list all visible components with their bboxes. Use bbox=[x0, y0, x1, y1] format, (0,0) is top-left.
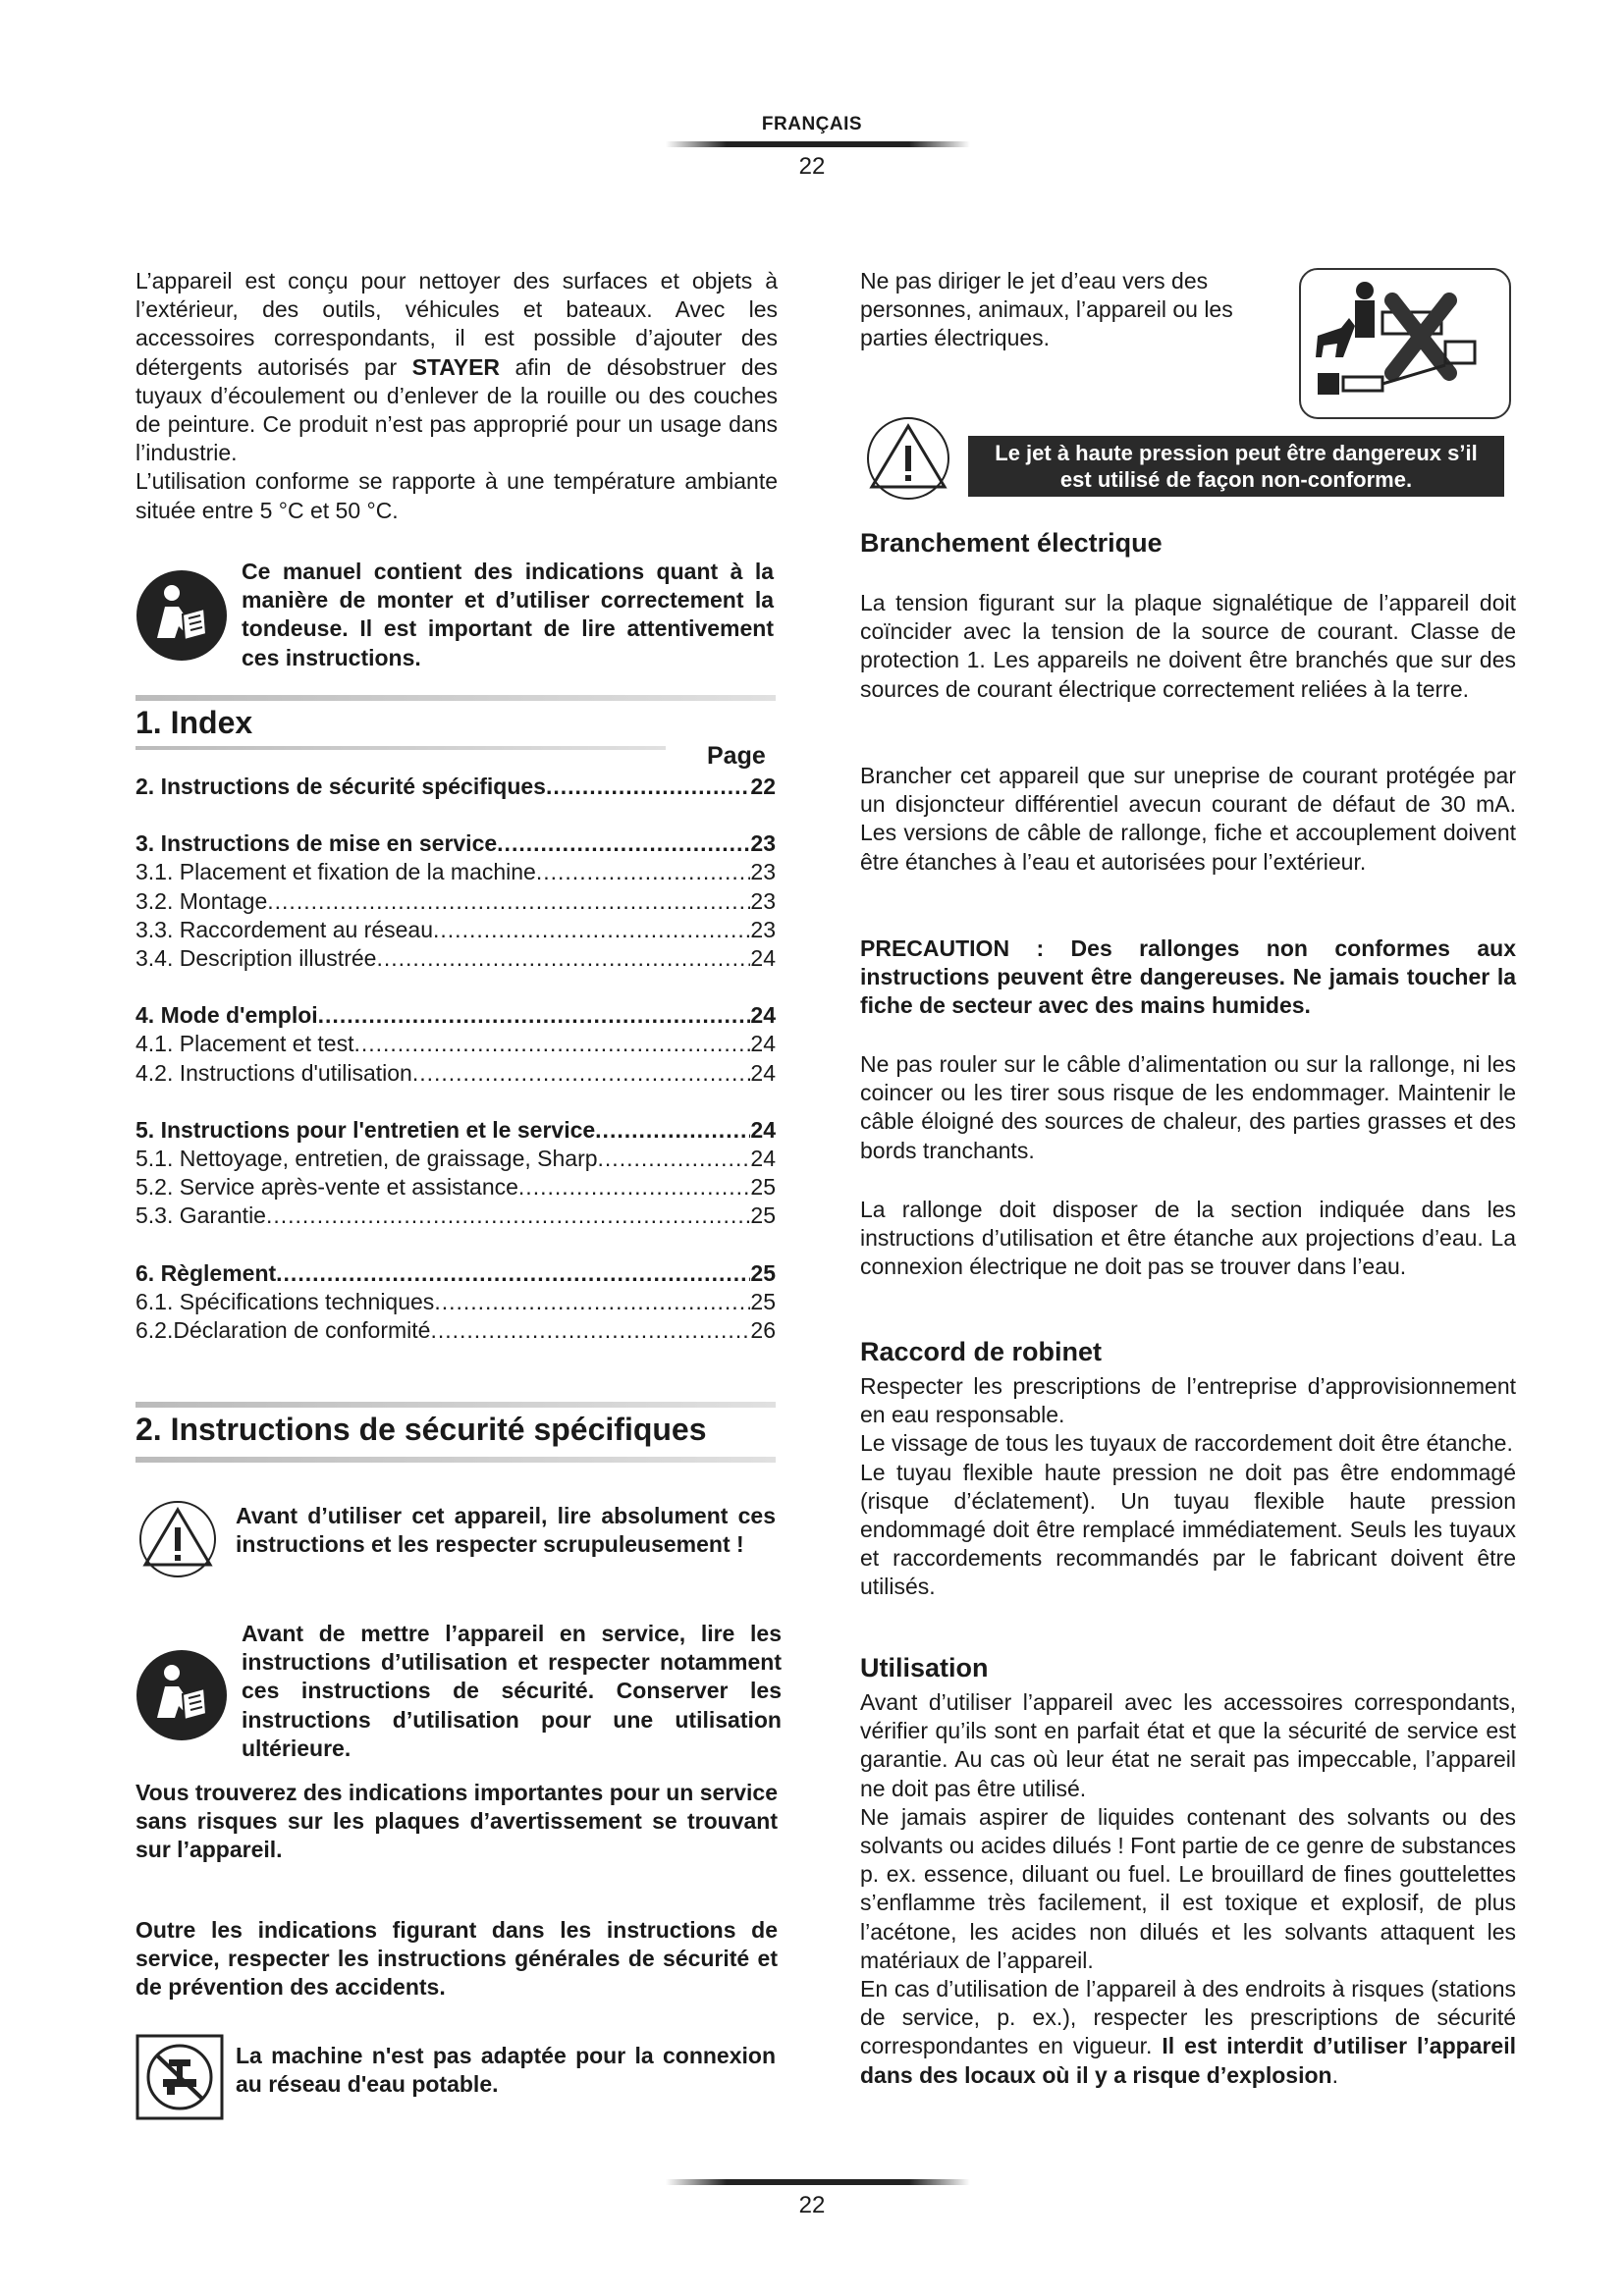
robinet-paragraph: Respecter les prescriptions de l’entreprise d’approvisionnement en eau responsable. Le vissage de tous les tuyaux de raccordement doit être étanche. Le tuyau flexible haute pression ne doit pas être endommagé (risque d’éclatement). Un tuyau flexible haute pression endommagé doit être remplacé immédiatement. Seuls les tuyaux et raccordements recommandés par le fabricant doivent être utilisés. bbox=[860, 1373, 1516, 1600]
toc-entry[interactable]: 4.1. Placement et test ..... 24 bbox=[135, 1030, 776, 1058]
no-potable-text: La machine n'est pas adaptée pour la connexion au réseau d'eau potable. bbox=[236, 2043, 776, 2098]
precaution-text: PRECAUTION : Des rallonges non conformes aux instructions peuvent être dangereuses. Ne jamais toucher la fiche de secteur avec des mains humides. bbox=[860, 935, 1516, 1019]
toc-entry[interactable]: 4. Mode d'emploi ..... 24 bbox=[135, 1001, 776, 1030]
cable-paragraph: Ne pas rouler sur le câble d’alimentation ou sur la rallonge, ni les coincer ou les tirer sous risque de les endommager. Maintenir le câble éloigné des sources de chaleur, des parties grasses et des bords tranchants. bbox=[860, 1051, 1516, 1163]
toc-entry[interactable]: 2. Instructions de sécurité spécifiques ..... 22 bbox=[135, 773, 776, 801]
jet-direction-text: Ne pas diriger le jet d’eau vers des personnes, animaux, l’appareil ou les parties électriques. bbox=[860, 268, 1233, 351]
footer-page-number: 22 bbox=[798, 2192, 826, 2218]
footer-divider bbox=[666, 2179, 970, 2185]
toc-entry[interactable]: 5.2. Service après-vente et assistance ..... 25 bbox=[135, 1173, 776, 1201]
general-text: Outre les indications figurant dans les instructions de service, respecter les instructions générales de sécurité et de prévention des accidents. bbox=[135, 1917, 778, 2001]
jet-warning-banner: Le jet à haute pression peut être dangereux s’il est utilisé de façon non-conforme. bbox=[968, 436, 1504, 497]
no-potable-water-icon bbox=[135, 2034, 224, 2120]
warning-triangle-icon bbox=[862, 416, 954, 501]
toc-entry[interactable]: 3.4. Description illustrée ..... 24 bbox=[135, 944, 776, 973]
read-manual-icon bbox=[135, 569, 228, 662]
header-page-number: 22 bbox=[798, 153, 826, 180]
table-of-contents bbox=[135, 773, 776, 1345]
toc-entry[interactable]: 5.1. Nettoyage, entretien, de graissage, Sharp ..... 24 bbox=[135, 1145, 776, 1173]
header-divider bbox=[666, 141, 970, 147]
manual-notice: Ce manuel contient des indications quant à la manière de monter et d’utiliser correctement la tondeuse. Il est important de lire attentivement ces instructions. bbox=[242, 559, 774, 670]
safety-title: 2. Instructions de sécurité spécifiques bbox=[135, 1412, 707, 1447]
toc-entry[interactable]: 3.2. Montage ..... 23 bbox=[135, 887, 776, 916]
warning-triangle-icon bbox=[134, 1500, 222, 1578]
toc-entry[interactable]: 6. Règlement ..... 25 bbox=[135, 1259, 776, 1288]
read-before-text: Avant de mettre l’appareil en service, lire les instructions d’utilisation et respecter notamment ces instructions de sécurité. Conserver les instructions d’utilisation pour une utilisation ultérieure. bbox=[242, 1621, 782, 1761]
toc-entry[interactable]: 3. Instructions de mise en service ..... 23 bbox=[135, 829, 776, 858]
rallonge-paragraph: La rallonge doit disposer de la section indiquée dans les instructions d’utilisation et être étanche aux projections d’eau. La connexion électrique ne doit pas se trouver dans l’eau. bbox=[860, 1197, 1516, 1280]
branchement-title: Branchement électrique bbox=[860, 528, 1163, 558]
toc-entry[interactable]: 5.3. Garantie ..... 25 bbox=[135, 1201, 776, 1230]
toc-entry[interactable]: 4.2. Instructions d'utilisation ..... 24 bbox=[135, 1059, 776, 1088]
utilisation-title: Utilisation bbox=[860, 1653, 989, 1682]
warn-read-text: Avant d’utiliser cet appareil, lire absolument ces instructions et les respecter scrupuleusement ! bbox=[236, 1503, 776, 1558]
index-title: 1. Index bbox=[135, 705, 253, 740]
toc-entry[interactable]: 6.2.Déclaration de conformité ..... 26 bbox=[135, 1316, 776, 1345]
toc-entry[interactable]: 3.1. Placement et fixation de la machine ..... 23 bbox=[135, 858, 776, 886]
branchement-paragraph-2: Brancher cet appareil que sur uneprise de courant protégée par un disjoncteur différentiel avecun courant de défaut de 30 mA. Les versions de câble de rallonge, fiche et accouplement doivent être étanches à l’eau et autorisées pour l’extérieur. bbox=[860, 763, 1516, 875]
safety-rule-top bbox=[135, 1402, 776, 1408]
safety-rule-bottom bbox=[135, 1457, 776, 1463]
toc-entry[interactable]: 6.1. Spécifications techniques ..... 25 bbox=[135, 1288, 776, 1316]
utilisation-paragraph: Avant d’utiliser l’appareil avec les accessoires correspondants, vérifier qu’ils sont en parfait état et que la sécurité de service est garantie. Au cas où leur état ne serait pas impeccable, l’appareil ne doit pas être utilisé. Ne jamais aspirer de liquides contenant des solvants ou des solvants ou acides dilués ! Font partie de ce genre de substances p. ex. essence, diluant ou fuel. Le brouillard de fines gouttelettes s’enflamme très facilement, il est toxique et explosif, de plus l’acétone, les acides non dilués et les solvants attaquent les matériaux de l’appareil. En cas d’utilisation de l’appareil à des endroits à risques (stations de service, p. ex.), respecter les prescriptions de sécurité correspondantes en vigueur. Il est interdit d’utiliser l’appareil dans des locaux où il y a risque d’explosion. bbox=[860, 1689, 1516, 2088]
header-language: FRANÇAIS bbox=[761, 114, 863, 134]
toc-entry[interactable]: 3.3. Raccordement au réseau ..... 23 bbox=[135, 916, 776, 944]
plates-text: Vous trouverez des indications importantes pour un service sans risques sur les plaques d’avertissement se trouvant sur l’appareil. bbox=[135, 1780, 778, 1863]
read-manual-icon bbox=[135, 1649, 228, 1741]
branchement-paragraph-1: La tension figurant sur la plaque signalétique de l’appareil doit coïncider avec la tension de la source de courant. Classe de protection 1. Les appareils ne doivent être branchés que sur des sources de courant électrique correctement reliées à la terre. bbox=[860, 590, 1516, 702]
robinet-title: Raccord de robinet bbox=[860, 1337, 1103, 1366]
no-spray-people-icon bbox=[1298, 267, 1512, 420]
intro-paragraph: L’appareil est conçu pour nettoyer des surfaces et objets à l’extérieur, des outils, véhicules et bateaux. Avec les accessoires correspondants, il est possible d’ajouter des détergents autorisés par STAYER afin de désobstruer des tuyaux d’écoulement ou d’enlever de la rouille ou des couches de peinture. Ce produit n’est pas approprié pour un usage dans l’industrie. L’utilisation conforme se rapporte à une température ambiante située entre 5 °C et 50 °C. bbox=[135, 268, 778, 523]
index-rule-bottom bbox=[135, 746, 666, 750]
toc-entry[interactable]: 5. Instructions pour l'entretien et le service ..... 24 bbox=[135, 1116, 776, 1145]
index-page-label: Page bbox=[707, 742, 766, 770]
index-rule-top bbox=[135, 695, 776, 701]
